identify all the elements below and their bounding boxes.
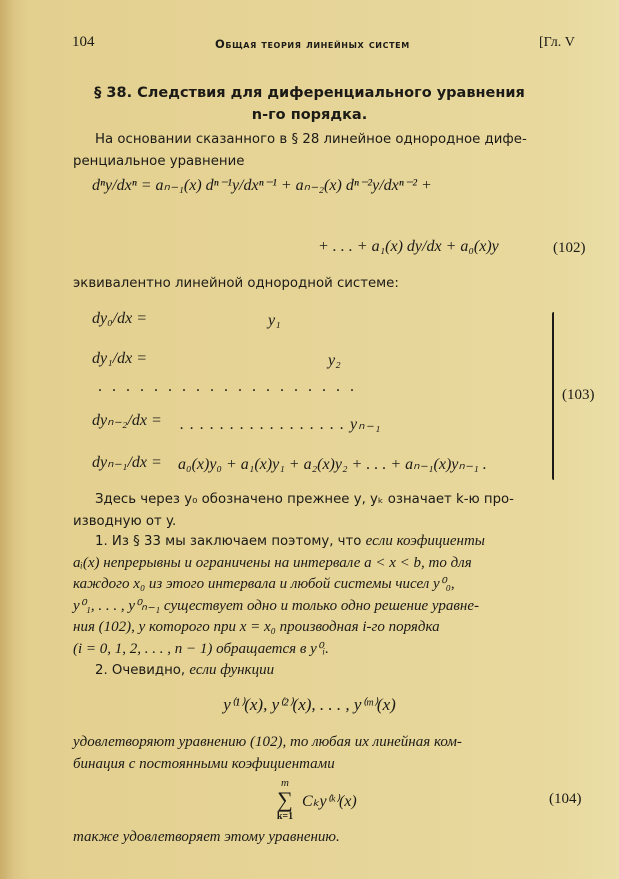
system-row-5-rhs: a₀(x)y₀ + a₁(x)y₁ + a₂(x)y₂ + . . . + aₙ₋₁(x)yₙ₋₁ . xyxy=(178,456,487,473)
sum-lower-limit: k=1 xyxy=(276,811,294,822)
closing-line: также удовлетворяет этому уравнению. xyxy=(73,829,340,845)
system-row-1-rhs: y₁ xyxy=(268,312,281,329)
equation-104-body: Cₖy⁽ᵏ⁾(x) xyxy=(302,793,357,810)
item-2-line1 xyxy=(73,660,597,682)
system-intro: эквивалентно линейной однородной системе: xyxy=(73,276,399,291)
section-title-line1: § 38. Следствия для диференциального уравнения xyxy=(94,85,525,101)
system-row-4-lhs: dyₙ₋₂/dx = xyxy=(92,412,162,429)
sum-upper-limit: m xyxy=(281,777,289,789)
item-2-line3: бинация с постоянными коэфициентами xyxy=(73,755,335,772)
note-paragraph xyxy=(73,489,597,532)
system-row-2-rhs: y₂ xyxy=(328,352,341,369)
item-1-line4: y⁰₁, . . . , y⁰ₙ₋₁ существует одно и только одно решение уравне- xyxy=(73,597,479,614)
item-1-line5: ния (102), у которого при x = x₀ производная i-го порядка xyxy=(73,619,440,635)
system-row-5-lhs: dyₙ₋₁/dx = xyxy=(92,454,162,471)
item-1-line1-normal: 1. Из § 33 мы заключаем поэтому, что xyxy=(95,534,362,549)
equation-103-number: (103) xyxy=(562,387,595,403)
functions-list: y⁽¹⁾(x), y⁽²⁾(x), . . . , y⁽ᵐ⁾(x) xyxy=(223,695,396,714)
item-2-line1-normal: 2. Очевидно, xyxy=(95,663,186,678)
intro-line2: ренциальное уравнение xyxy=(73,153,245,169)
equation-104-number: (104) xyxy=(549,791,582,807)
running-title: Общая теория линейных систем xyxy=(215,37,410,51)
system-row-2-lhs: dy₁/dx = xyxy=(92,350,148,367)
sigma-symbol: ∑ xyxy=(277,787,293,812)
item-1-line1-italic: если коэфициенты xyxy=(365,533,485,549)
intro-paragraph xyxy=(73,129,597,172)
page-number: 104 xyxy=(72,34,95,50)
item-1-line2: aᵢ(x) непрерывны и ограничены на интервале a < x < b, то для xyxy=(73,554,472,571)
equation-102-line2: + . . . + a₁(x) dy/dx + a₀(x)y xyxy=(318,238,499,255)
system-row-1-lhs: dy₀/dx = xyxy=(92,310,148,327)
intro-line1: На основании сказанного в § 28 линейное однородное дифе- xyxy=(95,132,527,147)
equation-102-number: (102) xyxy=(553,240,586,256)
item-2-body xyxy=(73,732,597,775)
section-title-line2: n-го порядка. xyxy=(251,107,368,123)
item-1-line3: каждого x₀ из этого интервала и любой системы чисел y⁰₀, xyxy=(73,576,455,592)
sum-operator xyxy=(270,776,300,824)
item-2-line1-italic: если функции xyxy=(189,662,275,678)
item-1-line1 xyxy=(73,531,597,553)
chapter-label: [Гл. V xyxy=(539,35,575,50)
system-row-3-dots: . . . . . . . . . . . . . . . . . . . xyxy=(98,378,357,395)
item-1-line6: (i = 0, 1, 2, . . . , n − 1) обращается в y⁰ᵢ. xyxy=(73,640,329,657)
system-row-4-rhs: . . . . . . . . . . . . . . . . . yₙ₋₁ xyxy=(180,416,382,433)
item-1 xyxy=(73,531,597,660)
note-line2: изводную от y. xyxy=(73,513,177,529)
item-2-line2: удовлетворяют уравнению (102), то любая их линейная ком- xyxy=(73,734,462,750)
system-brace xyxy=(552,312,557,480)
note-line1: Здесь через y₀ обозначено прежнее y, yₖ означает k-ю про- xyxy=(95,492,514,507)
section-title xyxy=(0,82,619,126)
equation-102-line1: dⁿy/dxⁿ = aₙ₋₁(x) dⁿ⁻¹y/dxⁿ⁻¹ + aₙ₋₂(x) dⁿ⁻²y/dxⁿ⁻² + xyxy=(92,177,432,194)
